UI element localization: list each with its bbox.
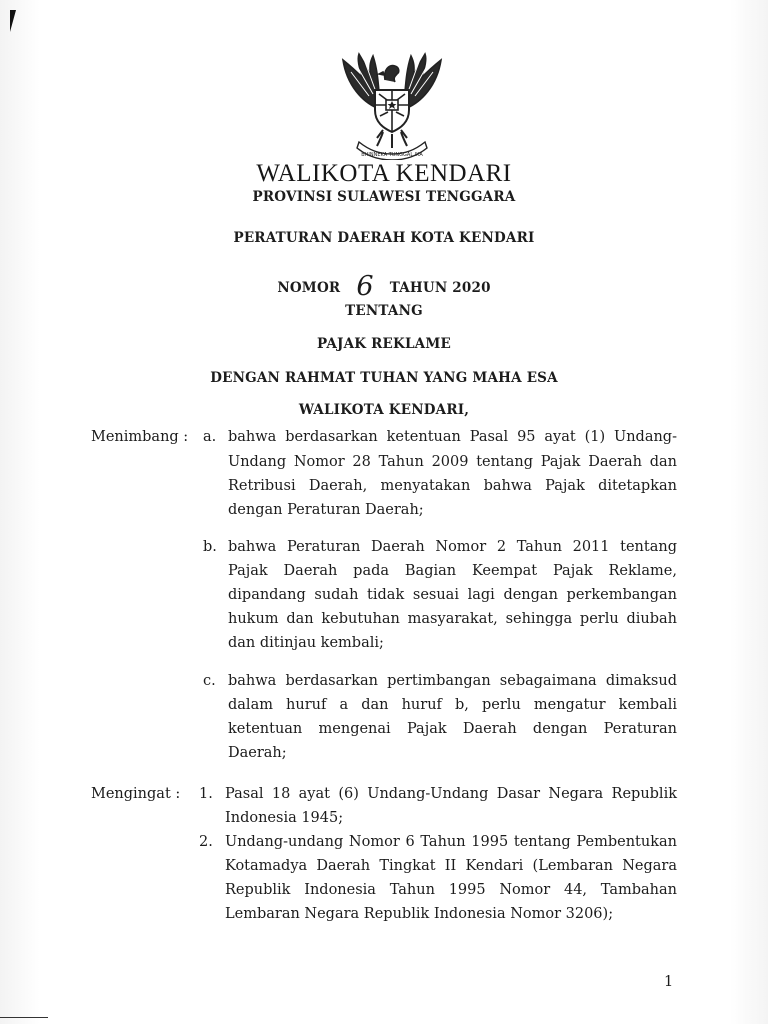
item-marker: 1.	[199, 786, 213, 802]
item-line: ketentuan mengenai Pajak Daerah dengan Peraturan	[228, 721, 677, 737]
handwritten-number: 6	[356, 271, 374, 302]
item-line: Undang Nomor 28 Tahun 2009 tentang Pajak Daerah dan	[228, 454, 677, 470]
item-line: Retribusi Daerah, menyatakan bahwa Pajak ditetapkan	[228, 478, 677, 494]
item-line: Pasal 18 ayat (6) Undang-Undang Dasar Negara Republik	[225, 786, 677, 802]
tentang-heading: TENTANG	[345, 303, 423, 319]
province-name: PROVINSI SULAWESI TENGGARA	[252, 189, 516, 205]
garuda-pancasila-emblem-icon	[333, 50, 451, 160]
item-line: bahwa Peraturan Daerah Nomor 2 Tahun 2011 tentang	[228, 539, 677, 555]
nomor-label: NOMOR	[277, 280, 341, 296]
item-line: Indonesia 1945;	[225, 810, 344, 826]
menimbang-item-c	[203, 673, 677, 773]
mengingat-label: Mengingat :	[91, 786, 181, 802]
item-marker: b.	[203, 539, 217, 555]
page-number: 1	[664, 974, 674, 990]
svg-text:BHINNEKA TUNGGAL IKA: BHINNEKA TUNGGAL IKA	[361, 152, 423, 158]
item-line: hukum dan kebutuhan masyarakat, sehingga perlu diubah	[228, 611, 677, 627]
item-line: dan ditinjau kembali;	[228, 635, 384, 651]
item-marker: c.	[203, 673, 216, 689]
item-line: Daerah;	[228, 745, 287, 761]
regulation-number-line	[0, 268, 768, 302]
regulation-title: PERATURAN DAERAH KOTA KENDARI	[233, 230, 535, 246]
tahun-label: TAHUN 2020	[389, 280, 491, 296]
item-line: Lembaran Negara Republik Indonesia Nomor 3206);	[225, 906, 614, 922]
mengingat-item-1	[199, 786, 677, 836]
regulation-subject: PAJAK REKLAME	[317, 336, 451, 352]
menimbang-item-b	[203, 539, 677, 659]
menimbang-label: Menimbang :	[91, 429, 189, 445]
item-marker: a.	[203, 429, 217, 445]
item-line: Pajak Daerah pada Bagian Keempat Pajak Reklame,	[228, 563, 677, 579]
item-line: bahwa berdasarkan ketentuan Pasal 95 ayat (1) Undang-	[228, 429, 677, 445]
mayor-title: WALIKOTA KENDARI	[256, 160, 512, 187]
item-line: Undang-undang Nomor 6 Tahun 1995 tentang Pembentukan	[225, 834, 677, 850]
blessing-line: DENGAN RAHMAT TUHAN YANG MAHA ESA	[210, 370, 558, 386]
item-line: dengan Peraturan Daerah;	[228, 502, 424, 518]
item-line: bahwa berdasarkan pertimbangan sebagaimana dimaksud	[228, 673, 677, 689]
item-marker: 2.	[199, 834, 213, 850]
item-line: dalam huruf a dan huruf b, perlu mengatur kembali	[228, 697, 677, 713]
menimbang-item-a	[203, 429, 677, 529]
authority-line: WALIKOTA KENDARI,	[298, 402, 470, 418]
scan-edge-line	[0, 1017, 48, 1018]
item-line: Republik Indonesia Tahun 1995 Nomor 44, Tambahan	[225, 882, 677, 898]
item-line: dipandang sudah tidak sesuai lagi dengan perkembangan	[228, 587, 677, 603]
item-line: Kotamadya Daerah Tingkat II Kendari (Lembaran Negara	[225, 858, 677, 874]
scan-corner-mark	[10, 10, 16, 32]
mengingat-item-2	[199, 834, 677, 934]
